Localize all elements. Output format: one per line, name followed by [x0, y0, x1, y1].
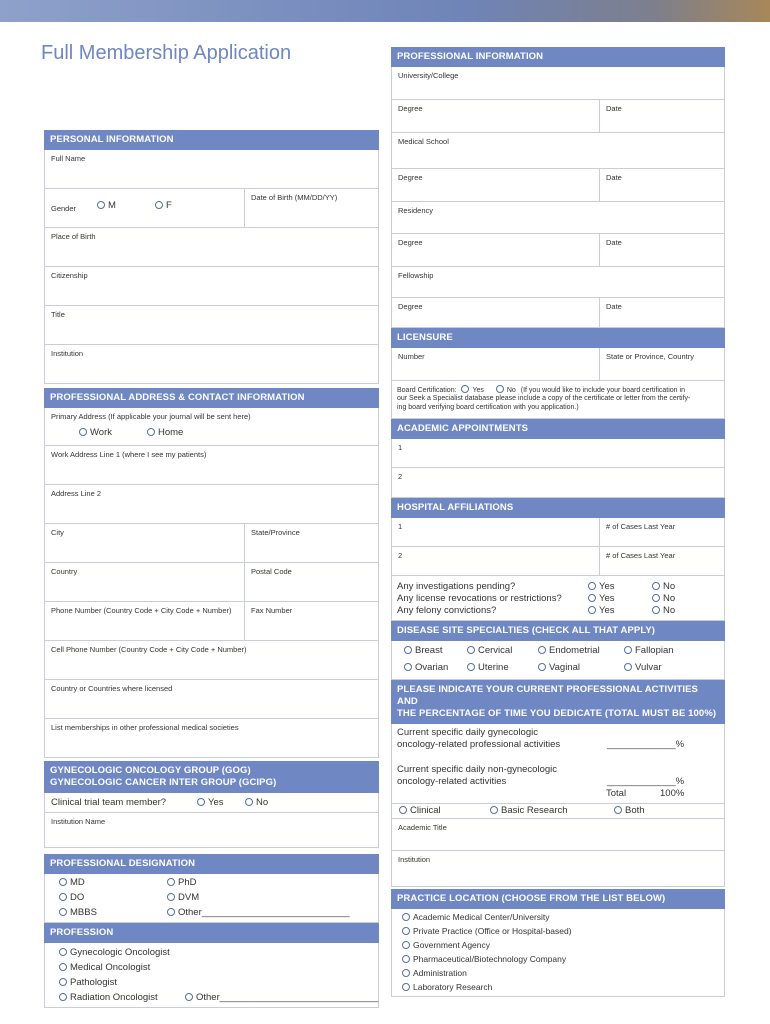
checkbox-icon: [538, 646, 546, 654]
phone-field[interactable]: Phone Number (Country Code + City Code + Number): [44, 602, 245, 641]
radio-icon: [97, 201, 105, 209]
radio-icon: [588, 606, 596, 614]
practice-government-option[interactable]: Government Agency: [402, 940, 490, 950]
city-field[interactable]: City: [44, 524, 245, 563]
radio-icon: [588, 594, 596, 602]
personal-info-header: PERSONAL INFORMATION: [44, 130, 379, 150]
primary-address-field: Primary Address (If applicable your journal will be sent here) Work Home: [44, 408, 379, 446]
date-field-2[interactable]: Date: [600, 169, 725, 202]
practice-options: [391, 909, 725, 997]
medical-school-field[interactable]: Medical School: [391, 133, 725, 169]
total-value: 100%: [660, 788, 685, 799]
radio-icon: [588, 582, 596, 590]
practice-lab-option[interactable]: Laboratory Research: [402, 982, 492, 992]
radio-icon: [402, 913, 410, 921]
med-oncologist-option[interactable]: Medical Oncologist: [59, 962, 150, 973]
right-column: [391, 47, 725, 997]
endometrial-option[interactable]: Endometrial: [538, 645, 600, 656]
hospital-2-field[interactable]: 2: [391, 547, 600, 576]
q2-no-option[interactable]: No: [652, 593, 675, 604]
q1-no-option[interactable]: No: [652, 581, 675, 592]
radio-icon: [652, 606, 660, 614]
designation-header: PROFESSIONAL DESIGNATION: [44, 854, 379, 874]
radio-icon: [402, 927, 410, 935]
full-name-field[interactable]: Full Name: [44, 150, 379, 189]
title-field[interactable]: Title: [44, 306, 379, 345]
cell-field[interactable]: Cell Phone Number (Country Code + City Code + Number): [44, 641, 379, 680]
radio-icon: [167, 893, 175, 901]
citizenship-field[interactable]: Citizenship: [44, 267, 379, 306]
radio-icon: [185, 993, 193, 1001]
radio-icon: [399, 806, 407, 814]
md-option[interactable]: MD: [59, 877, 85, 888]
fallopian-option[interactable]: Fallopian: [624, 645, 674, 656]
activities-box: Current specific daily gynecologic oncology-related professional activities _____________% Current specific daily non-gynecologic oncology-related activities _____________% Total 100%: [391, 724, 725, 804]
q3-yes-option[interactable]: Yes: [588, 605, 615, 616]
trial-no-option[interactable]: No: [245, 797, 268, 808]
board-certification-field: Board Certification: Yes No (If you would like to include your board certification in our Seek a Specialist database please include a copy of the certificate or letter from the certify- ing board verifying board certification with you application.): [391, 381, 725, 419]
gyn-oncologist-option[interactable]: Gynecologic Oncologist: [59, 947, 170, 958]
profession-options: [44, 943, 379, 1008]
radio-icon: [402, 955, 410, 963]
disease-options: [391, 641, 725, 680]
home-option[interactable]: Home: [147, 427, 183, 438]
radio-icon: [197, 798, 205, 806]
checkbox-icon: [467, 646, 475, 654]
radio-icon: [59, 908, 67, 916]
practice-academic-option[interactable]: Academic Medical Center/University: [402, 912, 550, 922]
prof-info-header: PROFESSIONAL INFORMATION: [391, 47, 725, 67]
radio-icon: [167, 878, 175, 886]
address-line2-field[interactable]: Address Line 2: [44, 485, 379, 524]
institution-name-field[interactable]: Institution Name: [44, 813, 379, 848]
hospital-header: HOSPITAL AFFILIATIONS: [391, 498, 725, 518]
academic-2-field[interactable]: 2: [391, 468, 725, 498]
fellowship-field[interactable]: Fellowship: [391, 267, 725, 298]
licensed-field[interactable]: Country or Countries where licensed: [44, 680, 379, 719]
phd-option[interactable]: PhD: [167, 877, 196, 888]
clinical-trial-field: Clinical trial team member? Yes No: [44, 793, 379, 813]
checkbox-icon: [467, 663, 475, 671]
radio-icon: [59, 948, 67, 956]
board-no-option[interactable]: No: [496, 387, 516, 394]
gog-header: GYNECOLOGIC ONCOLOGY GROUP (GOG) GYNECOLOGIC CANCER INTER GROUP (GCIPG): [44, 761, 379, 793]
state-field[interactable]: State/Province: [245, 524, 379, 563]
memberships-field[interactable]: List memberships in other professional medical societies: [44, 719, 379, 758]
radio-icon: [496, 385, 504, 393]
place-of-birth-field[interactable]: Place of Birth: [44, 228, 379, 267]
checkbox-icon: [538, 663, 546, 671]
radio-icon: [245, 798, 253, 806]
checkbox-icon: [404, 663, 412, 671]
research-type-field: [391, 804, 725, 819]
nongyn-percent-blank[interactable]: _____________%: [607, 776, 685, 787]
questions-box: Any investigations pending? Any license revocations or restrictions? Any felony convictions? Yes Yes Yes No No No: [391, 576, 725, 621]
left-column: [44, 130, 379, 1008]
gender-f-option[interactable]: F: [155, 200, 172, 211]
postal-field[interactable]: Postal Code: [245, 563, 379, 602]
cervical-option[interactable]: Cervical: [467, 645, 512, 656]
dob-field[interactable]: Date of Birth (MM/DD/YY): [245, 189, 379, 228]
radio-icon: [59, 963, 67, 971]
degree-field-2[interactable]: Degree: [391, 169, 600, 202]
radio-icon: [59, 878, 67, 886]
gyn-percent-blank[interactable]: _____________%: [607, 739, 685, 750]
both-option[interactable]: Both: [614, 805, 645, 816]
designation-options: [44, 874, 379, 923]
mbbs-option[interactable]: MBBS: [59, 907, 97, 918]
radio-icon: [155, 201, 163, 209]
activities-header: PLEASE INDICATE YOUR CURRENT PROFESSIONAL ACTIVITIES AND THE PERCENTAGE OF TIME YOU DEDICATE (TOTAL MUST BE 100%): [391, 680, 725, 724]
disease-header: DISEASE SITE SPECIALTIES (CHECK ALL THAT APPLY): [391, 621, 725, 641]
radio-icon: [652, 582, 660, 590]
radio-icon: [402, 941, 410, 949]
uterine-option[interactable]: Uterine: [467, 662, 509, 673]
degree-field-1[interactable]: Degree: [391, 100, 600, 133]
cases-2-field[interactable]: # of Cases Last Year: [600, 547, 725, 576]
radio-icon: [59, 978, 67, 986]
fax-field[interactable]: Fax Number: [245, 602, 379, 641]
radio-icon: [167, 908, 175, 916]
profession-header: PROFESSION: [44, 923, 379, 943]
radio-icon: [79, 428, 87, 436]
licensure-header: LICENSURE: [391, 328, 725, 348]
q2-yes-option[interactable]: Yes: [588, 593, 615, 604]
radio-icon: [614, 806, 622, 814]
radio-icon: [402, 983, 410, 991]
date-field-1[interactable]: Date: [600, 100, 725, 133]
rad-oncologist-option[interactable]: Radiation Oncologist: [59, 992, 158, 1003]
profession-other-option[interactable]: Other______________________________: [185, 992, 378, 1003]
basic-research-option[interactable]: Basic Research: [490, 805, 568, 816]
pathologist-option[interactable]: Pathologist: [59, 977, 117, 988]
clinical-option[interactable]: Clinical: [399, 805, 441, 816]
address-line1-field[interactable]: Work Address Line 1 (where I see my patients): [44, 446, 379, 485]
page-title: Full Membership Application: [41, 42, 292, 64]
vulvar-option[interactable]: Vulvar: [624, 662, 662, 673]
license-number-field[interactable]: Number: [391, 348, 600, 381]
radio-icon: [652, 594, 660, 602]
academic-header: ACADEMIC APPOINTMENTS: [391, 419, 725, 439]
academic-title-field[interactable]: Academic Title: [391, 819, 725, 851]
university-field[interactable]: University/College: [391, 67, 725, 100]
checkbox-icon: [624, 663, 632, 671]
practice-header: PRACTICE LOCATION (CHOOSE FROM THE LIST BELOW): [391, 889, 725, 909]
do-option[interactable]: DO: [59, 892, 84, 903]
degree-field-3[interactable]: Degree: [391, 234, 600, 267]
board-yes-option[interactable]: Yes: [461, 387, 483, 394]
institution-field[interactable]: Institution: [44, 345, 379, 384]
practice-pharma-option[interactable]: Pharmaceutical/Biotechnology Company: [402, 954, 566, 964]
practice-private-option[interactable]: Private Practice (Office or Hospital-based): [402, 926, 572, 936]
q3-no-option[interactable]: No: [652, 605, 675, 616]
hospital-1-field[interactable]: 1: [391, 518, 600, 547]
date-field-3[interactable]: Date: [600, 234, 725, 267]
residency-field[interactable]: Residency: [391, 202, 725, 234]
gender-m-option[interactable]: M: [97, 200, 116, 211]
practice-administration-option[interactable]: Administration: [402, 968, 467, 978]
trial-yes-option[interactable]: Yes: [197, 797, 224, 808]
radio-icon: [490, 806, 498, 814]
breast-option[interactable]: Breast: [404, 645, 442, 656]
activity-institution-field[interactable]: Institution: [391, 851, 725, 887]
date-field-4[interactable]: Date: [600, 298, 725, 328]
license-state-field[interactable]: State or Province, Country: [600, 348, 725, 381]
degree-field-4[interactable]: Degree: [391, 298, 600, 328]
country-field[interactable]: Country: [44, 563, 245, 602]
radio-icon: [59, 893, 67, 901]
address-header: PROFESSIONAL ADDRESS & CONTACT INFORMATION: [44, 388, 379, 408]
radio-icon: [461, 385, 469, 393]
designation-other-option[interactable]: Other____________________________: [167, 907, 350, 918]
ovarian-option[interactable]: Ovarian: [404, 662, 448, 673]
academic-1-field[interactable]: 1: [391, 439, 725, 468]
checkbox-icon: [404, 646, 412, 654]
radio-icon: [402, 969, 410, 977]
vaginal-option[interactable]: Vaginal: [538, 662, 580, 673]
cases-1-field[interactable]: # of Cases Last Year: [600, 518, 725, 547]
q1-yes-option[interactable]: Yes: [588, 581, 615, 592]
dvm-option[interactable]: DVM: [167, 892, 199, 903]
radio-icon: [59, 993, 67, 1001]
radio-icon: [147, 428, 155, 436]
top-banner: [0, 0, 770, 22]
gender-field: Gender M F: [44, 189, 245, 228]
checkbox-icon: [624, 646, 632, 654]
work-option[interactable]: Work: [79, 427, 112, 438]
